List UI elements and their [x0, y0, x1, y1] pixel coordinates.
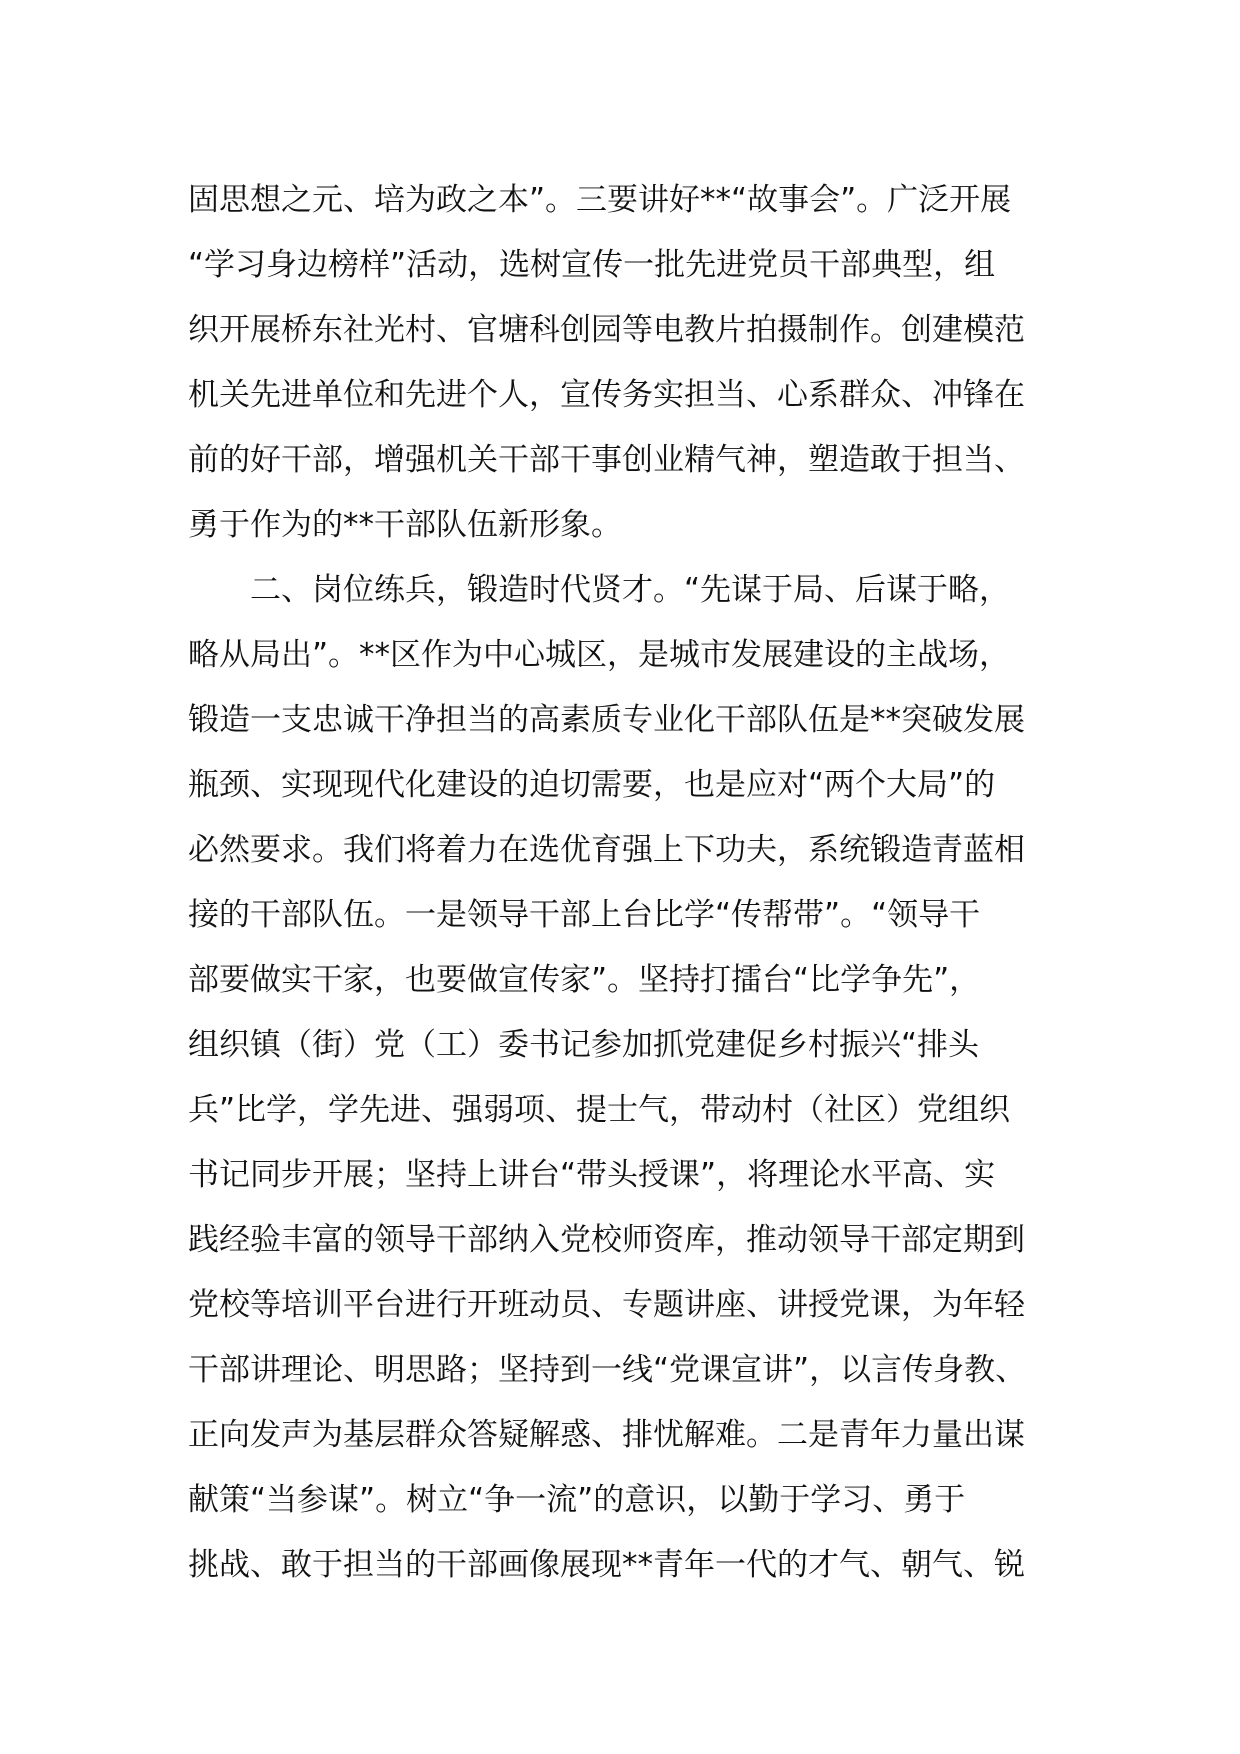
text-line: 略从局出”。**区作为中心城区，是城市发展建设的主战场，	[188, 637, 1011, 673]
text-line: 部要做实干家，也要做宣传家”。坚持打擂台“比学争先”，	[188, 962, 981, 998]
text-line: 织开展桥东社光村、官塘科创园等电教片拍摄制作。创建模范	[188, 312, 1025, 348]
text-line: 接的干部队伍。一是领导干部上台比学“传帮带”。“领导干	[188, 897, 981, 933]
text-line: “学习身边榜样”活动，选树宣传一批先进党员干部典型，组	[188, 247, 996, 283]
text-line: 干部讲理论、明思路；坚持到一线“党课宣讲”，以言传身教、	[188, 1352, 1027, 1388]
text-line: 锻造一支忠诚干净担当的高素质专业化干部队伍是**突破发展	[188, 702, 1025, 738]
text-line: 正向发声为基层群众答疑解惑、排忧解难。二是青年力量出谋	[188, 1417, 1025, 1453]
text-line: 党校等培训平台进行开班动员、专题讲座、讲授党课，为年轻	[188, 1287, 1025, 1323]
text-line: 兵”比学，学先进、强弱项、提士气，带动村（社区）党组织	[188, 1092, 1011, 1128]
text-line: 践经验丰富的领导干部纳入党校师资库，推动领导干部定期到	[188, 1222, 1025, 1258]
text-line: 组织镇（街）党（工）委书记参加抓党建促乡村振兴“排头	[188, 1027, 980, 1063]
text-line: 必然要求。我们将着力在选优育强上下功夫，系统锻造青蓝相	[188, 832, 1025, 868]
text-line: 挑战、敢于担当的干部画像展现**青年一代的才气、朝气、锐	[188, 1547, 1025, 1583]
section-heading-line: 二、岗位练兵，锻造时代贤才。“先谋于局、后谋于略，	[250, 572, 1011, 608]
text-line: 瓶颈、实现现代化建设的迫切需要，也是应对“两个大局”的	[188, 767, 996, 803]
text-line: 机关先进单位和先进个人，宣传务实担当、心系群众、冲锋在	[188, 377, 1025, 413]
text-line: 固思想之元、培为政之本”。三要讲好**“故事会”。广泛开展	[188, 182, 1012, 218]
text-line: 勇于作为的**干部队伍新形象。	[188, 507, 622, 543]
text-line: 前的好干部，增强机关干部干事创业精气神，塑造敢于担当、	[188, 442, 1025, 478]
body-text	[188, 168, 1088, 1598]
text-line: 书记同步开展；坚持上讲台“带头授课”，将理论水平高、实	[188, 1157, 996, 1193]
text-line: 献策“当参谋”。树立“争一流”的意识，以勤于学习、勇于	[188, 1482, 966, 1518]
